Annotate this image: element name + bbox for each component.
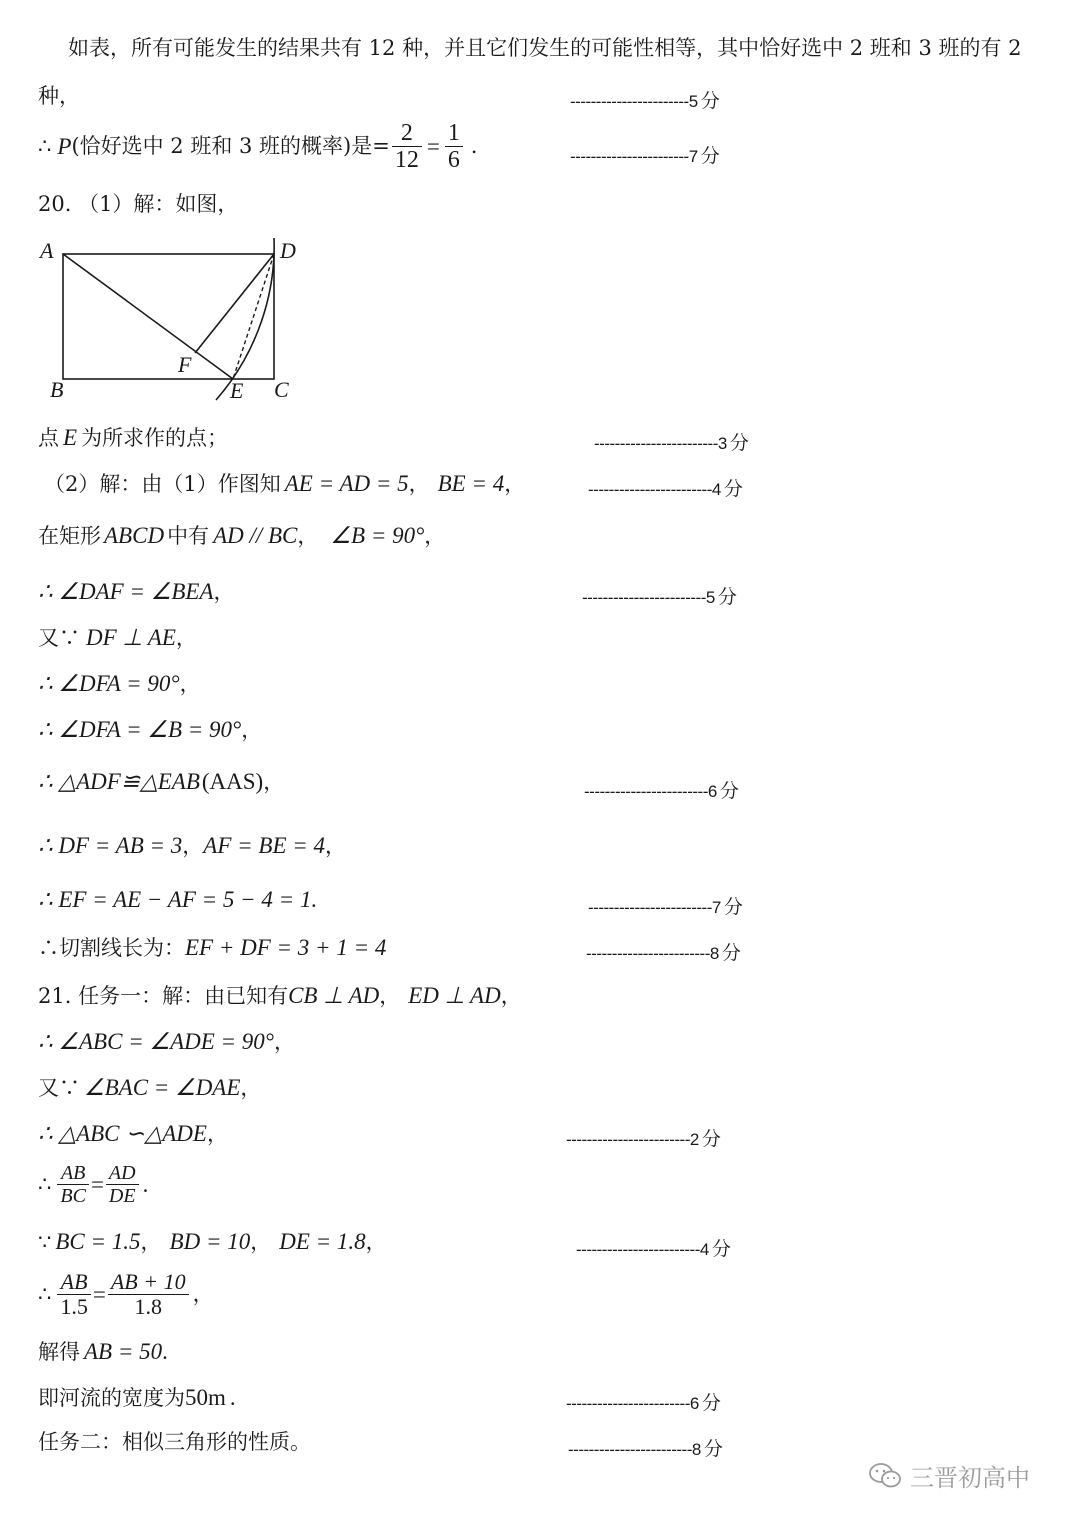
text-line: ∴ △ABC ∽△ADE， bbox=[38, 1121, 228, 1146]
watermark-text: 三晋初高中 bbox=[910, 1464, 1030, 1492]
wechat-icon bbox=[868, 1462, 902, 1490]
text-line: 在矩形 ABCD 中有 AD // BC， ∠B = 90°， bbox=[38, 523, 446, 548]
text-line: 任务二：相似三角形的性质。 bbox=[38, 1430, 311, 1454]
score-mark: ------------------------2 分 bbox=[566, 1128, 721, 1150]
text-line bbox=[68, 38, 1022, 59]
text-line: ∴ $\frac{AB}{1.5}$ = $\frac{AB + 10}{1.8}$ ， bbox=[38, 1269, 214, 1320]
fraction: $\frac{AB}{BC}$ bbox=[57, 1162, 89, 1207]
probability-line: ∴ P (恰好选中 2 班和 3 班的概率)是= $\frac{2}{12}$ = $\frac{1}{6}$ ． bbox=[38, 120, 492, 174]
text: 如表，所有可能发生的结果共有 12 种，并且它们发生的可能性相等，其中恰好选中 2 班和 3 班的有 2 bbox=[68, 36, 1022, 60]
text-line: ∴ EF = AE − AF = 5 − 4 = 1. bbox=[38, 887, 318, 912]
score-mark: ------------------------8 分 bbox=[586, 942, 741, 964]
label-D: D bbox=[280, 238, 296, 263]
watermark bbox=[868, 1458, 1030, 1493]
score-mark: -----------------------5 分 bbox=[570, 90, 720, 112]
text-line: ∵ BC = 1.5， BD = 10， DE = 1.8， bbox=[38, 1229, 387, 1254]
label-C: C bbox=[274, 377, 289, 402]
fraction: $\frac{AD}{DE}$ bbox=[106, 1162, 139, 1207]
text: 种， bbox=[38, 84, 80, 108]
text-line: 即河流的宽度为50m . bbox=[38, 1385, 236, 1410]
text-line: 又∵ ∠BAC = ∠DAE， bbox=[38, 1075, 262, 1100]
text-line: ∴切割线长为：EF + DF = 3 + 1 = 4 bbox=[38, 935, 387, 960]
text-line: ∴ ∠DFA = 90°， bbox=[38, 671, 201, 696]
geometry-figure bbox=[38, 232, 308, 404]
text-line: ∴ ∠ABC = ∠ADE = 90°， bbox=[38, 1029, 296, 1054]
text-line: ∴ $\frac{AB}{BC}$ = $\frac{AD}{DE}$ . bbox=[38, 1162, 149, 1207]
question-header: 20. （1）解：如图， bbox=[38, 192, 239, 216]
text-line bbox=[38, 86, 80, 107]
fraction: $\frac{AB + 10}{1.8}$ bbox=[108, 1270, 189, 1319]
score-mark: ------------------------4 分 bbox=[576, 1238, 731, 1260]
label-A: A bbox=[40, 238, 54, 263]
text-line: ∴ ∠DAF = ∠BEA， bbox=[38, 579, 235, 604]
text-line: 点 E 为所求作的点； bbox=[38, 425, 229, 450]
score-mark: ------------------------3 分 bbox=[594, 432, 749, 454]
score-mark: ------------------------7 分 bbox=[588, 896, 743, 918]
fraction: $\frac{2}{12}$ bbox=[392, 120, 422, 174]
text-line: （2）解：由（1）作图知 AE = AD = 5， BE = 4， bbox=[44, 471, 526, 496]
score-mark: ------------------------6 分 bbox=[584, 780, 739, 802]
score-mark: -----------------------7 分 bbox=[570, 145, 720, 167]
text-line: ∴ DF = AB = 3，AF = BE = 4， bbox=[38, 833, 347, 858]
fraction: $\frac{AB}{1.5}$ bbox=[57, 1270, 91, 1319]
label-E: E bbox=[230, 378, 244, 403]
label-F: F bbox=[178, 352, 192, 377]
score-mark: ------------------------6 分 bbox=[566, 1392, 721, 1414]
score-mark: ------------------------5 分 bbox=[582, 586, 737, 608]
text-line: 解得 AB = 50. bbox=[38, 1339, 168, 1364]
score-mark: ------------------------4 分 bbox=[588, 478, 743, 500]
score-mark: ------------------------8 分 bbox=[568, 1438, 723, 1460]
label-B: B bbox=[50, 377, 64, 402]
fraction: $\frac{1}{6}$ bbox=[445, 120, 463, 174]
question-header: 21. 任务一：解：由已知有CB ⊥ AD， ED ⊥ AD， bbox=[38, 983, 522, 1008]
text-line: ∴ ∠DFA = ∠B = 90°， bbox=[38, 717, 263, 742]
text-line: 又∵ DF ⊥ AE， bbox=[38, 625, 197, 650]
text-line: ∴ △ADF≌△EAB(AAS)， bbox=[38, 769, 285, 794]
